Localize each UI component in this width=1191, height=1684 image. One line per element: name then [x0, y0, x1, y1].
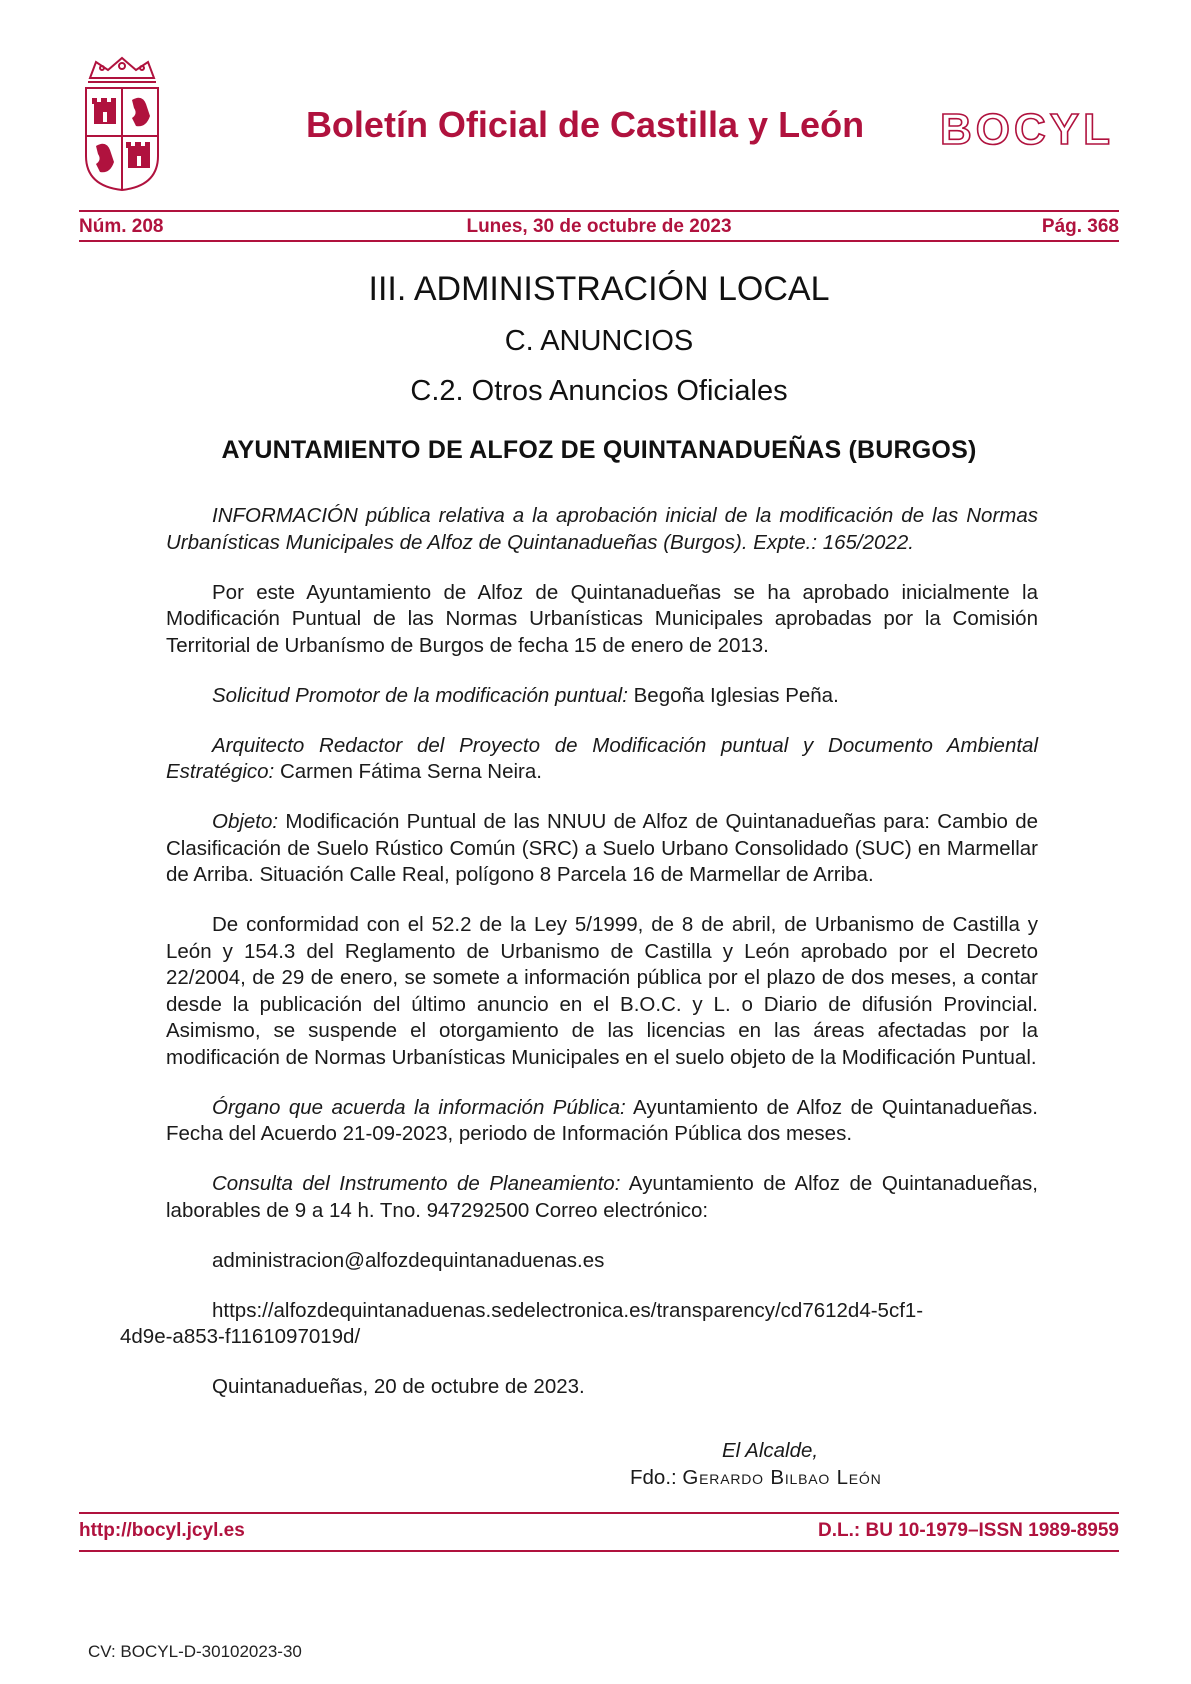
organo-value: Ayuntamiento de Alfoz de Quintanadueñas. Fecha del Acuerdo 21-09-2023, periodo de Información Pública dos meses.: [166, 1095, 1038, 1145]
place-date: Quintanadueñas, 20 de octubre de 2023.: [212, 1375, 585, 1398]
footer-url-link[interactable]: http://bocyl.jcyl.es: [79, 1520, 245, 1541]
objeto-paragraph: [166, 809, 1038, 889]
issue-meta: [79, 216, 1119, 240]
objeto-value: Modificación Puntual de las NNUU de Alfoz de Quintanadueñas para: Cambio de Clasificación de Suelo Rústico Común (SRC) a Suelo Urbano Consolidado (SUC) en Marmellar de Arriba. Situación Calle Real, polígono 8 Parcela 16 de Marmellar de Arriba.: [166, 810, 1038, 886]
footer-rule-top: [79, 1512, 1119, 1514]
consulta-paragraph: [166, 1171, 1038, 1224]
coat-of-arms-icon: [80, 56, 164, 192]
header-rule-bottom: [79, 240, 1119, 242]
issue-date: Lunes, 30 de octubre de 2023: [466, 216, 732, 237]
signer-role: El Alcalde,: [722, 1439, 819, 1462]
promotor-value: Begoña Iglesias Peña.: [627, 683, 839, 707]
signer-prefix: Fdo.:: [630, 1466, 683, 1489]
summary-paragraph: INFORMACIÓN pública relativa a la aprobación inicial de la modificación de las Normas Urbanísticas Municipales de Alfoz de Quintanadueñas (Burgos). Expte.: 165/2022.: [166, 504, 1038, 554]
promotor-label: Solicitud Promotor de la modificación puntual:: [212, 683, 628, 707]
arquitecto-value: Carmen Fátima Serna Neira.: [274, 760, 542, 783]
signer-line: [630, 1466, 882, 1490]
footer: [79, 1520, 1119, 1546]
signer-name: Gerardo Bilbao León: [682, 1466, 882, 1489]
email-address[interactable]: administracion@alfozdequintanaduenas.es: [212, 1248, 605, 1272]
publication-title: Boletín Oficial de Castilla y León: [305, 104, 865, 145]
legal-deposit: D.L.: BU 10-1979–ISSN 1989-8959: [818, 1520, 1119, 1541]
consulta-value: Ayuntamiento de Alfoz de Quintanadueñas, laborables de 9 a 14 h. Tno. 947292500 Correo electrónico:: [166, 1172, 1038, 1222]
transparency-url[interactable]: [120, 1298, 1038, 1351]
arquitecto-label: Arquitecto Redactor del Proyecto de Modificación puntual y Documento Ambiental Estratégico:: [166, 733, 1038, 783]
footer-rule-bottom: [79, 1550, 1119, 1552]
section-subtitle: C. ANUNCIOS: [504, 325, 694, 357]
conformidad-paragraph: De conformidad con el 52.2 de la Ley 5/1999, de 8 de abril, de Urbanismo de Castilla y León y 154.3 del Reglamento de Urbanismo de Castilla y León aprobado por el Decreto 22/2004, de 29 de enero, se somete a información pública por el plazo de dos meses, a contar desde la publicación del último anuncio en el B.O.C. y L. o Diario de difusión Provincial. Asimismo, se suspende el otorgamiento de las licencias en las áreas afectadas por la modificación de Normas Urbanísticas Municipales en el suelo objeto de la Modificación Puntual.: [166, 913, 1038, 1069]
consulta-label: Consulta del Instrumento de Planeamiento:: [212, 1172, 621, 1195]
issuing-entity: AYUNTAMIENTO DE ALFOZ DE QUINTANADUEÑAS (BURGOS): [221, 436, 977, 464]
header-rule-top: [79, 210, 1119, 212]
page-number: Pág. 368: [1041, 216, 1119, 237]
svg-text:BOCYL: BOCYL: [940, 105, 1114, 152]
organo-paragraph: [166, 1095, 1038, 1148]
transparency-url-line2: 4d9e-a853-f1161097019d/: [120, 1325, 361, 1348]
issue-number: Núm. 208: [79, 216, 164, 237]
intro-paragraph: Por este Ayuntamiento de Alfoz de Quintanadueñas se ha aprobado inicialmente la Modificación Puntual de las Normas Urbanísticas Municipales aprobadas por la Comisión Territorial de Urbanísmo de Burgos de fecha 15 de enero de 2013.: [166, 580, 1038, 657]
promotor-paragraph: [166, 683, 1038, 710]
organo-label: Órgano que acuerda la información Pública:: [212, 1095, 626, 1119]
subsection-title: C.2. Otros Anuncios Oficiales: [410, 375, 788, 407]
section-title: III. ADMINISTRACIÓN LOCAL: [368, 270, 830, 308]
cv-code: CV: BOCYL-D-30102023-30: [88, 1642, 302, 1661]
transparency-url-line1: https://alfozdequintanaduenas.sedelectronica.es/transparency/cd7612d4-5cf1-: [212, 1298, 924, 1322]
bocyl-logo: [920, 104, 1120, 152]
arquitecto-paragraph: [166, 733, 1038, 786]
announcement-body: [120, 503, 1038, 1401]
objeto-label: Objeto:: [212, 810, 279, 833]
